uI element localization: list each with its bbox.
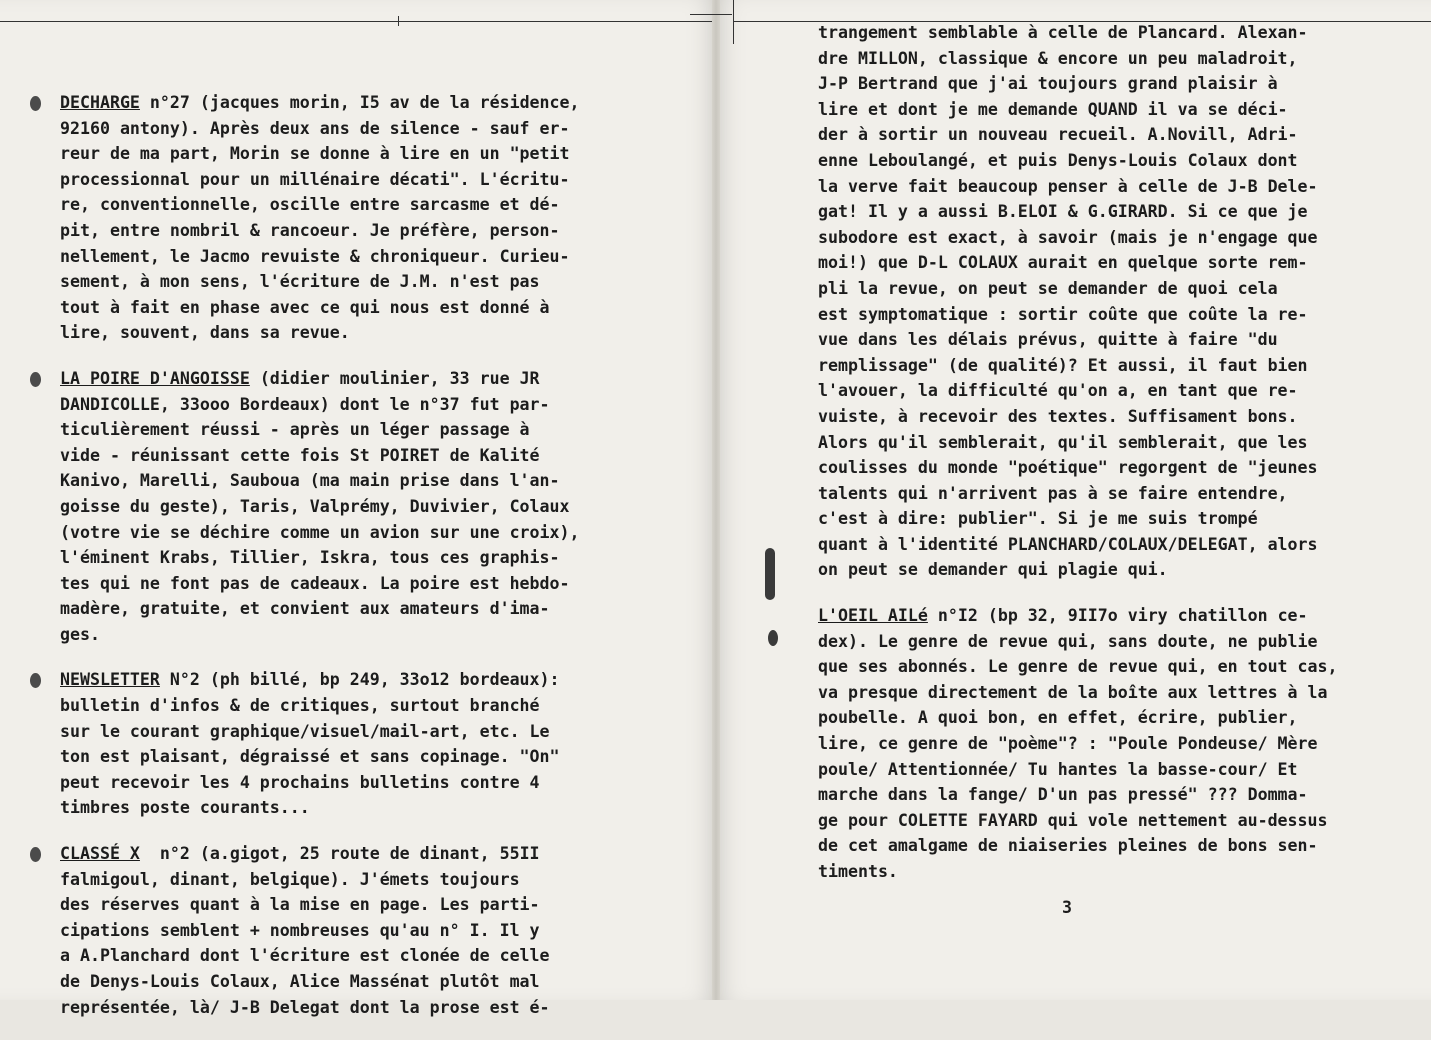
entry-line: de cet amalgame de niaiseries pleines de bons sen- <box>818 836 1318 856</box>
entry-line: a A.Planchard dont l'écriture est clonée de celle <box>60 946 550 966</box>
entry-line: va presque directement de la boîte aux lettres à la <box>818 682 1328 702</box>
continuation-classe-x <box>818 20 1363 583</box>
book-gutter <box>712 0 720 1000</box>
entry-line: sement, à mon sens, l'écriture de J.M. n'est pas <box>60 272 540 292</box>
entry-line: dex). Le genre de revue qui, sans doute, ne publie <box>818 631 1318 651</box>
entry-line: lire, souvent, dans sa revue. <box>60 323 350 343</box>
entry-line: ge pour COLETTE FAYARD qui vole nettement au-dessus <box>818 810 1328 830</box>
entry-line: bulletin d'infos & de critiques, surtout branché <box>60 696 540 716</box>
entry-title: CLASSÉ X <box>60 844 140 864</box>
entry-title: LA POIRE D'ANGOISSE <box>60 368 250 388</box>
entry-line: L'OEIL AILé n°I2 (bp 32, 9II7o viry chatillon ce- <box>818 606 1308 626</box>
entry-line: moi!) que D-L COLAUX aurait en quelque sorte rem- <box>818 253 1308 273</box>
entry-line: trangement semblable à celle de Plancard. Alexan- <box>818 23 1308 42</box>
entry-line: timbres poste courants... <box>60 798 310 818</box>
entry-line: reur de ma part, Morin se donne à lire en un "petit <box>60 144 570 164</box>
entry-line: vuiste, à recevoir des textes. Suffisament bons. <box>818 406 1298 426</box>
entry-poire-d-angoisse <box>60 366 660 648</box>
entry-line: sur le courant graphique/visuel/mail-art, etc. Le <box>60 721 550 741</box>
entry-line: peut recevoir les 4 prochains bulletins contre 4 <box>60 772 540 792</box>
right-column <box>818 20 1363 905</box>
entry-line: tes qui ne font pas de cadeaux. La poire est hebdo- <box>60 573 570 593</box>
bullet-dot-icon <box>30 847 41 862</box>
entry-line: est symptomatique : sortir coûte que coûte la re- <box>818 304 1308 324</box>
entry-line: dre MILLON, classique & encore un peu maladroit, <box>818 48 1298 68</box>
entry-decharge <box>60 90 660 346</box>
entry-line: DANDICOLLE, 33ooo Bordeaux) dont le n°37 fut par- <box>60 394 550 414</box>
entry-line: on peut se demander qui plagie qui. <box>818 560 1168 580</box>
entry-line: J-P Bertrand que j'ai toujours grand plaisir à <box>818 74 1278 94</box>
entry-line: CLASSÉ X n°2 (a.gigot, 25 route de dinant, 55II <box>60 844 540 864</box>
entry-line: ges. <box>60 624 100 644</box>
entry-line: ticulièrement réussi - après un léger passage à <box>60 420 530 440</box>
entry-line: subodore est exact, à savoir (mais je n'engage que <box>818 227 1318 247</box>
entry-line: lire, ce genre de "poème"? : "Poule Pondeuse/ Mère <box>818 734 1318 754</box>
entry-line: vue dans les délais prévus, quitte à faire "du <box>818 330 1278 350</box>
entry-line: pli la revue, on peut se demander de quoi cela <box>818 278 1278 298</box>
left-top-rule <box>0 21 712 22</box>
entry-line: ton est plaisant, dégraissé et sans copinage. "On" <box>60 747 560 767</box>
entry-line: tout à fait en phase avec ce qui nous est donné à <box>60 297 550 317</box>
entry-line: la verve fait beaucoup penser à celle de J-B Dele- <box>818 176 1318 196</box>
left-column <box>60 90 660 1040</box>
entry-line: (votre vie se déchire comme un avion sur une croix), <box>60 522 580 542</box>
entry-line: vide - réunissant cette fois St POIRET de Kalité <box>60 445 540 465</box>
left-top-tick <box>398 16 399 26</box>
entry-line: LA POIRE D'ANGOISSE (didier moulinier, 33 rue JR <box>60 368 540 388</box>
entry-line: remplissage" (de qualité)? Et aussi, il faut bien <box>818 355 1308 375</box>
entry-line: marche dans la fange/ D'un pas pressé" ??? Domma- <box>818 785 1308 805</box>
entry-newsletter <box>60 667 660 821</box>
entry-line: poubelle. A quoi bon, en effet, écrire, publier, <box>818 708 1298 728</box>
entry-oeil-aile <box>818 603 1363 885</box>
entry-line: madère, gratuite, et convient aux amateurs d'ima- <box>60 599 550 619</box>
entry-line: talents qui n'arrivent pas à se faire entendre, <box>818 483 1288 503</box>
entry-line: de Denys-Louis Colaux, Alice Massénat plutôt mal <box>60 972 540 991</box>
entry-title: NEWSLETTER <box>60 670 160 690</box>
entry-line: représentée, là/ J-B Delegat dont la prose est é- <box>60 997 550 1017</box>
entry-line: Kanivo, Marelli, Sauboua (ma main prise dans l'an- <box>60 471 560 491</box>
margin-exclamation-dot-icon <box>768 630 778 646</box>
entry-line: falmigoul, dinant, belgique). J'émets toujours <box>60 869 520 889</box>
entry-line: nellement, le Jacmo revuiste & chroniqueur. Curieu- <box>60 246 570 266</box>
entry-line: l'éminent Krabs, Tillier, Iskra, tous ces graphis- <box>60 548 560 568</box>
bullet-dot-icon <box>30 372 41 387</box>
entry-line: DECHARGE n°27 (jacques morin, I5 av de la résidence, <box>60 93 580 112</box>
entry-classe-x <box>60 841 660 1020</box>
gutter-top-tick <box>690 14 732 15</box>
entry-line: 92160 antony). Après deux ans de silence - sauf er- <box>60 118 570 138</box>
margin-exclamation-bar-icon <box>765 548 775 600</box>
entry-line: gat! Il y a aussi B.ELOI & G.GIRARD. Si ce que je <box>818 202 1308 222</box>
entry-line: timents. <box>818 862 898 881</box>
entry-line: NEWSLETTER N°2 (ph billé, bp 249, 33o12 bordeaux): <box>60 670 560 690</box>
entry-line: cipations semblent + nombreuses qu'au n° I. Il y <box>60 920 540 940</box>
entry-title: DECHARGE <box>60 93 140 112</box>
entry-line: re, conventionnelle, oscille entre sarcasme et dé- <box>60 195 560 215</box>
entry-line: que ses abonnés. Le genre de revue qui, en tout cas, <box>818 657 1338 677</box>
bullet-dot-icon <box>30 96 41 111</box>
entry-line: der à sortir un nouveau recueil. A.Novill, Adri- <box>818 125 1298 145</box>
entry-line: enne Leboulangé, et puis Denys-Louis Colaux dont <box>818 150 1298 170</box>
entry-line: goisse du geste), Taris, Valprémy, Duvivier, Colaux <box>60 496 570 516</box>
entry-line: pit, entre nombril & rancoeur. Je préfère, person- <box>60 220 560 240</box>
entry-line: lire et dont je me demande QUAND il va se déci- <box>818 99 1288 119</box>
entry-line: quant à l'identité PLANCHARD/COLAUX/DELEGAT, alors <box>818 534 1318 554</box>
entry-line: Alors qu'il semblerait, qu'il semblerait, que les <box>818 432 1308 452</box>
right-vertical-rule <box>733 0 734 44</box>
entry-line: processionnal pour un millénaire décati". L'écritu- <box>60 169 570 189</box>
entry-line: coulisses du monde "poétique" regorgent de "jeunes <box>818 458 1318 478</box>
entry-line: l'avouer, la difficulté qu'on a, en tant que re- <box>818 381 1298 401</box>
entry-line: poule/ Attentionnée/ Tu hantes la basse-cour/ Et <box>818 759 1298 779</box>
entry-title: L'OEIL AILé <box>818 606 928 626</box>
entry-line: des réserves quant à la mise en page. Les parti- <box>60 895 540 915</box>
page-number: 3 <box>1062 898 1072 917</box>
entry-line: c'est à dire: publier". Si je me suis trompé <box>818 509 1258 529</box>
